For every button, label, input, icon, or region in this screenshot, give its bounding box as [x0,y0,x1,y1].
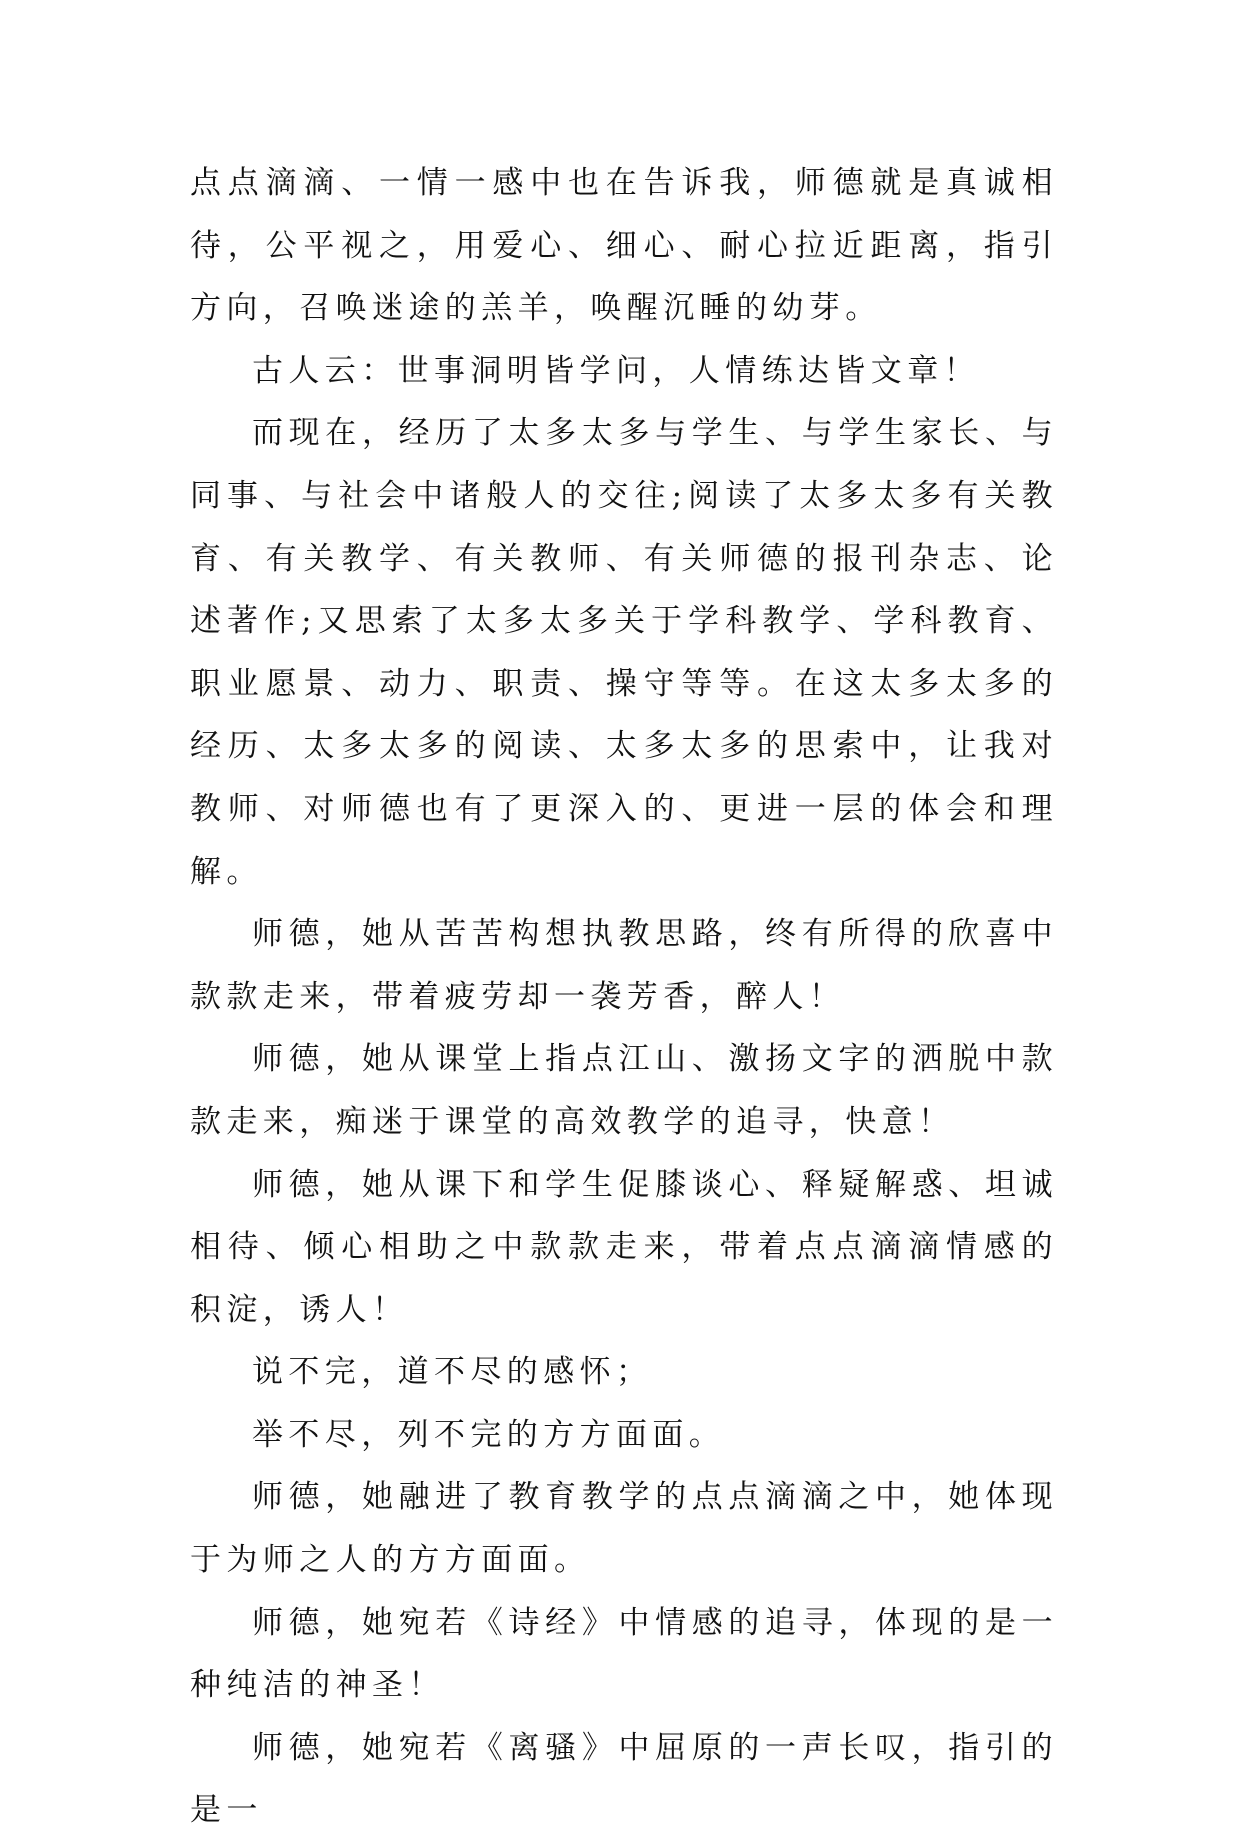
paragraph: 古人云：世事洞明皆学问，人情练达皆文章！ [252,352,980,389]
paragraph: 师德，她宛若《离骚》中屈原的一声长叹，指引的是一 [190,1729,1058,1829]
paragraph: 师德，她宛若《诗经》中情感的追寻，体现的是一种纯洁的神圣！ [190,1604,1058,1704]
document-body [190,152,1058,1842]
paragraph: 而现在，经历了太多太多与学生、与学生家长、与同事、与社会中诸般人的交往;阅读了太多太多有关教育、有关教学、有关教师、有关师德的报刊杂志、论述著作;又思索了太多太多关于学科教学、学科教育、职业愿景、动力、职责、操守等等。在这太多太多的经历、太多太多的阅读、太多太多的思索中，让我对教师、对师德也有了更深入的、更进一层的体会和理解。 [190,415,1058,890]
paragraph: 师德，她从苦苦构想执教思路，终有所得的欣喜中款款走来，带着疲劳却一袭芳香，醉人！ [190,916,1058,1015]
paragraph: 师德，她融进了教育教学的点点滴滴之中，她体现于为师之人的方方面面。 [190,1479,1058,1579]
paragraph: 师德，她从课下和学生促膝谈心、释疑解惑、坦诚相待、倾心相助之中款款走来，带着点点滴滴情感的积淀，诱人！ [190,1166,1058,1328]
paragraph: 说不完，道不尽的感怀； [252,1354,653,1391]
paragraph-continued: 点点滴滴、一情一感中也在告诉我，师德就是真诚相待，公平视之，用爱心、细心、耐心拉近距离，指引方向，召唤迷途的羔羊，唤醒沉睡的幼芽。 [190,165,1058,327]
paragraph: 师德，她从课堂上指点江山、激扬文字的洒脱中款款走来，痴迷于课堂的高效教学的追寻，快意！ [190,1041,1058,1140]
paragraph: 举不尽，列不完的方方面面。 [252,1416,726,1453]
